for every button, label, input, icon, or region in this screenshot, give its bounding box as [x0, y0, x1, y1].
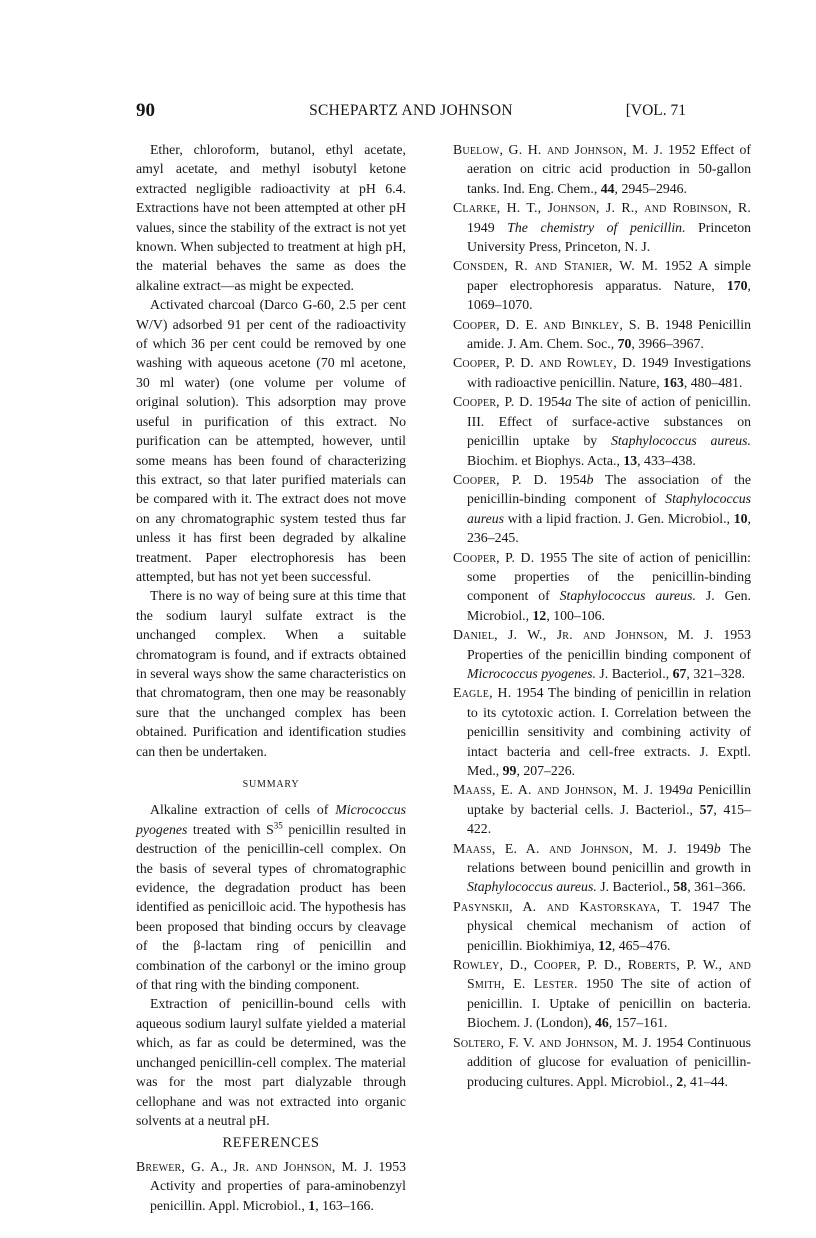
reference-entry: Eagle, H. 1954 The binding of penicillin in relation to its cytotoxic action. I. Correlation between the penicillin sensitivity and combining activity of intact bacteria and cell-free extracts. J. Exptl. Med., 99, 207–226. [453, 685, 751, 778]
running-title: SCHEPARTZ AND JOHNSON [309, 102, 513, 119]
reference-entry: Cooper, P. D. 1954a The site of action of penicillin. III. Effect of surface-active substances on penicillin uptake by Staphylococcus aureus. Biochim. et Biophys. Acta., 13, 433–438. [453, 394, 752, 468]
reference-entry: Rowley, D., Cooper, P. D., Roberts, P. W., and Smith, E. Lester. 1950 The site of action of penicillin. I. Uptake of penicillin on bacteria. Biochem. J. (London), 46, 157–161. [453, 957, 751, 1031]
page-number: 90 [136, 100, 155, 121]
reference-entry: Cooper, P. D. 1954b The association of the penicillin-binding component of Staphylococcus aureus with a lipid fraction. J. Gen. Microbiol., 10, 236–245. [453, 471, 751, 546]
page-header [136, 100, 686, 124]
body-paragraph: There is no way of being sure at this time that the sodium lauryl sulfate extract is the unchanged complex. When a suitable chromatogram is found, and if extracts obtained in several ways show the same characteristics on that chromatogram, then one may be reasonably sure that the unchanged complex has been obtained. Purification and identification studies can then be undertaken. [136, 588, 406, 759]
reference-entry: Daniel, J. W., Jr. and Johnson, M. J. 1953 Properties of the penicillin binding component of Micrococcus pyogenes. J. Bacteriol., 67, 321–328. [453, 627, 751, 681]
right-column [453, 140, 751, 1091]
reference-entry: Consden, R. and Stanier, W. M. 1952 A simple paper electrophoresis apparatus. Nature, 170, 1069–1070. [453, 258, 751, 313]
reference-entry: Clarke, H. T., Johnson, J. R., and Robinson, R. 1949 The chemistry of penicillin. Princeton University Press, Princeton, N. J. [453, 200, 751, 255]
summary-paragraph: Extraction of penicillin-bound cells with aqueous sodium lauryl sulfate yielded a material which, as far as could be determined, was the unchanged penicillin-cell complex. The material was for the most part dialyzable through cellophane and was not extracted into organic solvents at a neutral pH. [136, 996, 406, 1128]
reference-entry: Cooper, P. D. 1955 The site of action of penicillin: some properties of the penicillin-binding component of Staphylococcus aureus. J. Gen. Microbiol., 12, 100–106. [453, 549, 752, 623]
reference-entry: Maass, E. A. and Johnson, M. J. 1949b The relations between bound penicillin and growth in Staphylococcus aureus. J. Bacteriol., 58, 361–366. [453, 840, 751, 895]
reference-entry: Maass, E. A. and Johnson, M. J. 1949a Penicillin uptake by bacterial cells. J. Bacteriol., 57, 415–422. [453, 782, 751, 837]
body-paragraph: Ether, chloroform, butanol, ethyl acetate, amyl acetate, and methyl isobutyl ketone extracted negligible radioactivity at pH 6.4. Extractions have not been attempted at other pH values, since the stability of the extract is not yet known. When subjected to treatment at high pH, the material behaves the same as does the alkaline extract—as might be expected. [136, 142, 406, 293]
reference-entry: Soltero, F. V. and Johnson, M. J. 1954 Continuous addition of glucose for evaluation of penicillin-producing cultures. Appl. Microbiol., 2, 41–44. [453, 1034, 752, 1089]
reference-entry: Buelow, G. H. and Johnson, M. J. 1952 Effect of aeration on citric acid production in 50-gallon tanks. Ind. Eng. Chem., 44, 2945–2946. [453, 142, 751, 196]
left-column [136, 140, 406, 1215]
summary-paragraph: Alkaline extraction of cells of Micrococcus pyogenes treated with $S^{35}$ penicillin resulted in destruction of the penicillin-cell complex. On the basis of several types of chromatographic evidence, the degradation product has been identified as penicilloic acid. The hypothesis has been proposed that binding occurs by cleavage of the β-lactam ring of penicillin and combination of the carbonyl or the imino group of that ring with the binding component. [136, 802, 406, 993]
references-heading: REFERENCES [222, 1135, 320, 1152]
summary-heading: SUMMARY [242, 779, 300, 790]
reference-entry: Brewer, G. A., Jr. and Johnson, M. J. 1953 Activity and properties of para-aminobenzyl penicillin. Appl. Microbiol., 1, 163–166. [136, 1158, 406, 1213]
reference-entry: Cooper, D. E. and Binkley, S. B. 1948 Penicillin amide. J. Am. Chem. Soc., 70, 3966–3967. [453, 316, 751, 352]
reference-entry: Pasynskii, A. and Kastorskaya, T. 1947 The physical chemical mechanism of action of penicillin. Biokhimiya, 12, 465–476. [453, 898, 751, 953]
volume-label: [VOL. 71 [625, 102, 686, 119]
reference-entry: Cooper, P. D. and Rowley, D. 1949 Investigations with radioactive penicillin. Nature, 163, 480–481. [453, 355, 751, 390]
body-paragraph: Activated charcoal (Darco G-60, 2.5 per cent W/V) adsorbed 91 per cent of the radioactivity of which 36 per cent could be removed by one washing with aqueous acetone (70 ml acetone, 30 ml water) (one volume per volume of original solution). This adsorption may prove useful in purification of this extract. No purification can be attempted, however, until some means has been found of characterizing this extract, so that later purified materials can be compared with it. The extract does not move on any chromatographic system tested thus far unless it has first been degraded by alkaline treatment. Paper electrophoresis has been attempted, but has not yet been successful. [136, 297, 406, 584]
